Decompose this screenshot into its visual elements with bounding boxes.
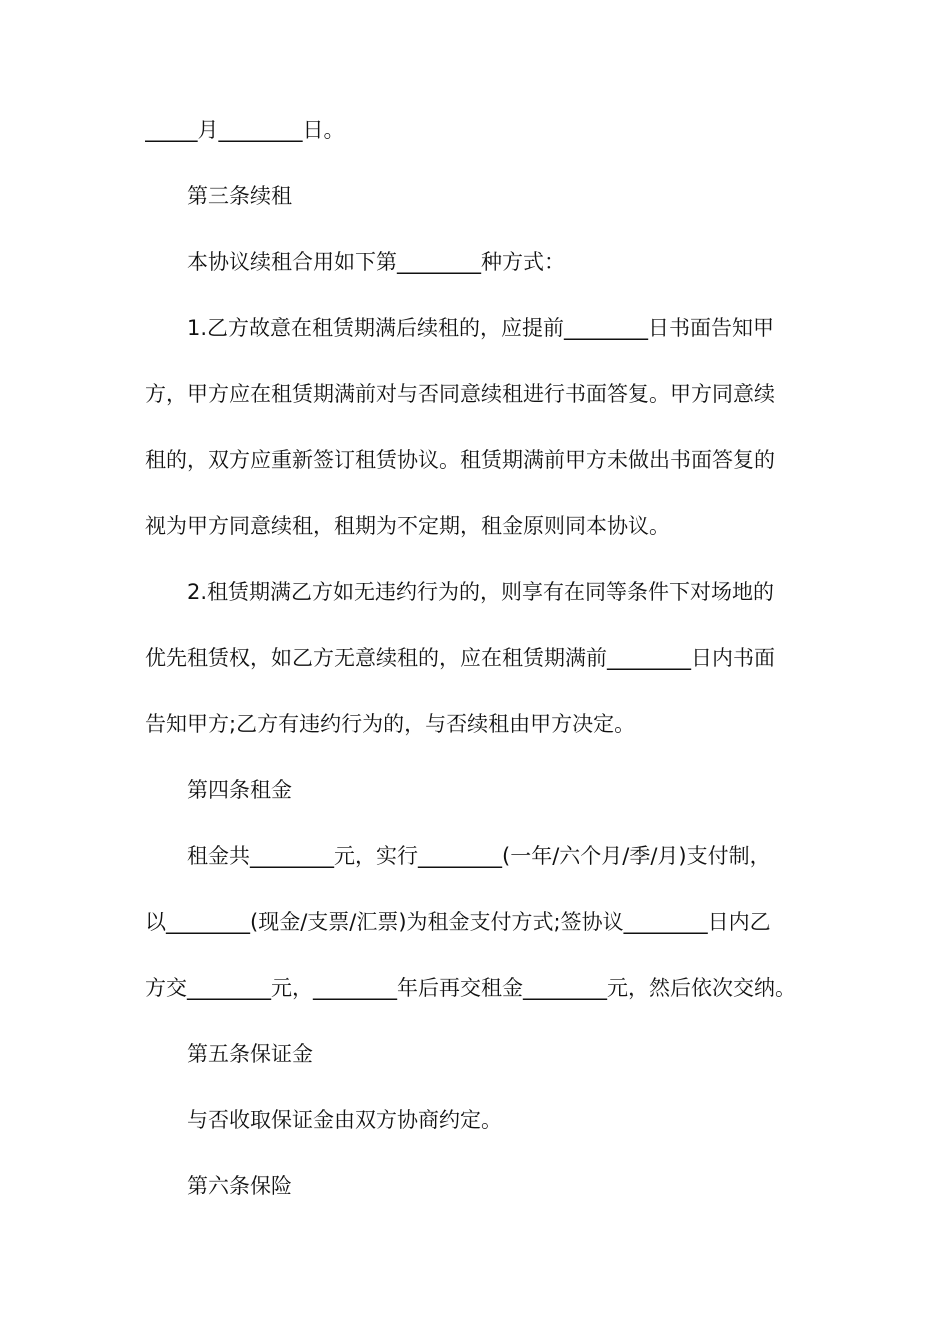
renewal-clause-2-line-3: 告知甲方;乙方有违约行为的，与否续租由甲方决定。 xyxy=(145,712,636,736)
renewal-clause-1-line-1: 1.乙方故意在租赁期满后续租的，应提前________日书面告知甲 xyxy=(187,316,775,340)
article-5-heading: 第五条保证金 xyxy=(187,1042,313,1066)
renewal-clause-2-line-1: 2.租赁期满乙方如无违约行为的，则享有在同等条件下对场地的 xyxy=(187,580,775,604)
date-fill-line: _____月________日。 xyxy=(145,118,345,142)
article-3-heading: 第三条续租 xyxy=(187,184,292,208)
rent-clause-line-3: 方交________元，________年后再交租金________元，然后依次交纳。 xyxy=(145,976,796,1000)
rent-clause-line-2: 以________(现金/支票/汇票)为租金支付方式;签协议________日内乙 xyxy=(145,910,771,934)
rent-clause-line-1: 租金共________元，实行________(一年/六个月/季/月)支付制， xyxy=(187,844,771,868)
deposit-clause-text: 与否收取保证金由双方协商约定。 xyxy=(187,1108,502,1132)
article-6-heading: 第六条保险 xyxy=(187,1174,292,1198)
article-4-heading: 第四条租金 xyxy=(187,778,292,802)
renewal-clause-1-line-4: 视为甲方同意续租，租期为不定期，租金原则同本协议。 xyxy=(145,514,670,538)
renewal-clause-1-line-3: 租的，双方应重新签订租赁协议。租赁期满前甲方未做出书面答复的 xyxy=(145,448,775,472)
renewal-method-text: 本协议续租合用如下第________种方式： xyxy=(187,250,565,274)
renewal-clause-1-line-2: 方，甲方应在租赁期满前对与否同意续租进行书面答复。甲方同意续 xyxy=(145,382,775,406)
renewal-clause-2-line-2: 优先租赁权，如乙方无意续租的，应在租赁期满前________日内书面 xyxy=(145,646,775,670)
